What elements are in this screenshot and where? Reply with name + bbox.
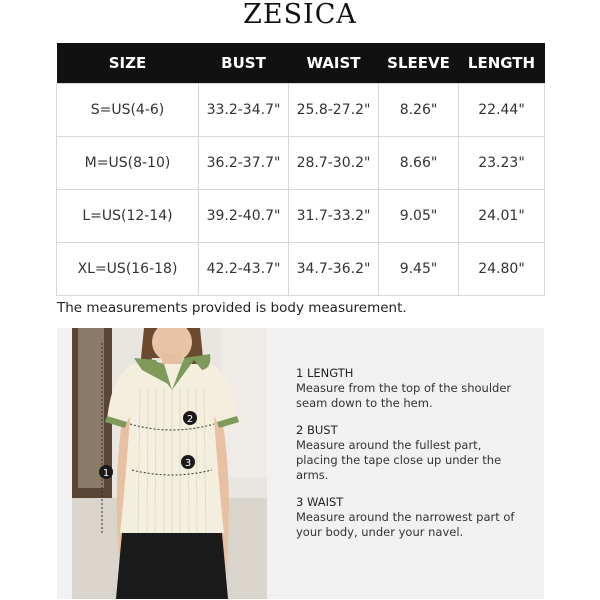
cell-bust: 33.2-34.7" bbox=[199, 84, 289, 137]
marker-bust: 2 bbox=[186, 414, 194, 425]
cell-sleeve: 9.45" bbox=[379, 243, 459, 296]
header-sleeve: SLEEVE bbox=[379, 43, 459, 84]
table-row bbox=[57, 190, 545, 243]
cell-length: 23.23" bbox=[459, 137, 545, 190]
size-chart-table bbox=[56, 43, 545, 296]
guide-bust-desc: Measure around the fullest part, placing the tape close up under the arms. bbox=[296, 438, 502, 482]
cell-waist: 25.8-27.2" bbox=[289, 84, 379, 137]
table-header-row bbox=[57, 43, 545, 84]
cell-sleeve: 8.26" bbox=[379, 84, 459, 137]
guide-length-desc: Measure from the top of the shoulder seam down to the hem. bbox=[296, 381, 512, 410]
guide-waist-desc: Measure around the narrowest part of your body, under your navel. bbox=[296, 510, 515, 539]
marker-length: 1 bbox=[102, 468, 110, 479]
cell-size: L=US(12-14) bbox=[57, 190, 199, 243]
measurement-note: The measurements provided is body measurement. bbox=[57, 300, 407, 316]
marker-waist: 3 bbox=[184, 458, 192, 469]
cell-bust: 42.2-43.7" bbox=[199, 243, 289, 296]
header-length: LENGTH bbox=[459, 43, 545, 84]
cell-length: 24.01" bbox=[459, 190, 545, 243]
cell-waist: 31.7-33.2" bbox=[289, 190, 379, 243]
cell-waist: 28.7-30.2" bbox=[289, 137, 379, 190]
guide-bust-title: 2 BUST bbox=[296, 423, 338, 437]
cell-waist: 34.7-36.2" bbox=[289, 243, 379, 296]
cell-size: XL=US(16-18) bbox=[57, 243, 199, 296]
measurement-instructions bbox=[296, 366, 526, 552]
cell-length: 24.80" bbox=[459, 243, 545, 296]
model-illustration bbox=[72, 328, 267, 599]
header-waist: WAIST bbox=[289, 43, 379, 84]
brand-logo: ZESICA bbox=[243, 0, 357, 30]
header-size: SIZE bbox=[57, 43, 199, 84]
model-photo bbox=[72, 328, 267, 599]
table-row bbox=[57, 137, 545, 190]
guide-length-title: 1 LENGTH bbox=[296, 366, 354, 380]
cell-sleeve: 8.66" bbox=[379, 137, 459, 190]
header-bust: BUST bbox=[199, 43, 289, 84]
cell-size: M=US(8-10) bbox=[57, 137, 199, 190]
table-row bbox=[57, 84, 545, 137]
guide-waist-title: 3 WAIST bbox=[296, 495, 344, 509]
cell-size: S=US(4-6) bbox=[57, 84, 199, 137]
table-row bbox=[57, 243, 545, 296]
cell-bust: 36.2-37.7" bbox=[199, 137, 289, 190]
cell-bust: 39.2-40.7" bbox=[199, 190, 289, 243]
cell-length: 22.44" bbox=[459, 84, 545, 137]
cell-sleeve: 9.05" bbox=[379, 190, 459, 243]
